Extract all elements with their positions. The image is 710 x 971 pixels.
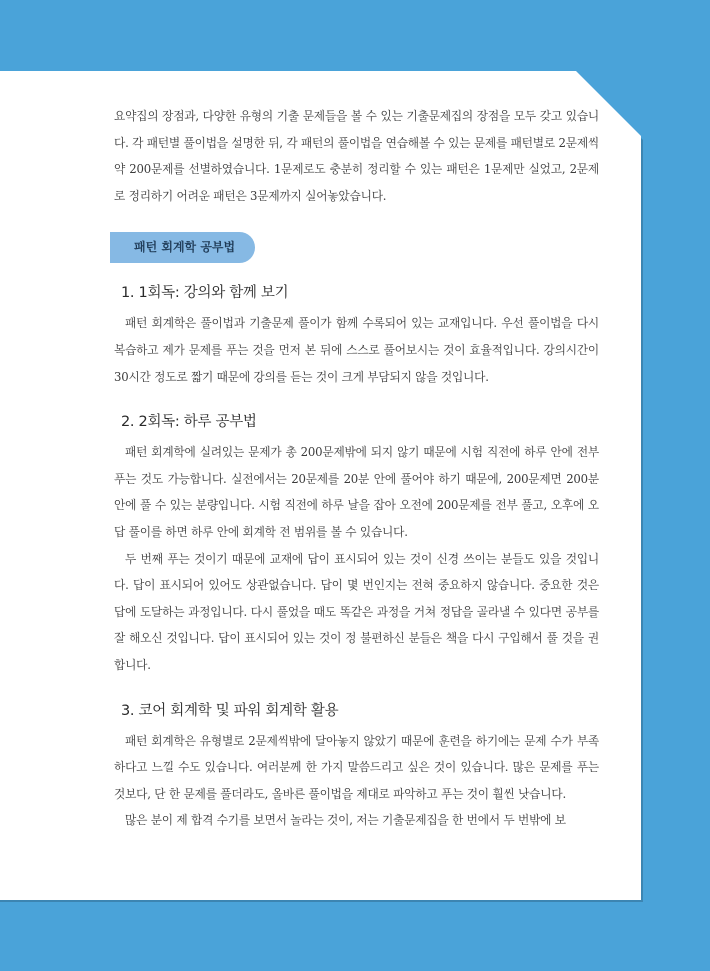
section-1-paragraph: 패턴 회계학은 풀이법과 기출문제 풀이가 함께 수록되어 있는 교재입니다. 우선 풀이법을 다시 복습하고 제가 문제를 푸는 것을 먼저 본 뒤에 스스로 풀어보시는 것이 효율적입니다. 강의시간이 30시간 정도로 짧기 때문에 강의를 듣는 것이 크게 부담되지 않을 것입니다. (114, 316, 599, 384)
section-3-paragraph-1: 패턴 회계학은 유형별로 2문제씩밖에 달아놓지 않았기 때문에 훈련을 하기에는 문제 수가 부족하다고 느낄 수도 있습니다. 여러분께 한 가지 말씀드리고 싶은 것이 있습니다. 많은 문제를 푸는 것보다, 단 한 문제를 풀더라도, 올바른 풀이법을 제대로 파악하고 푸는 것이 훨씬 낫습니다. (114, 733, 599, 801)
page-content (114, 103, 599, 834)
section-3-paragraph-2: 많은 분이 제 합격 수기를 보면서 놀라는 것이, 저는 기출문제집을 한 번에서 두 번밖에 보 (125, 813, 566, 828)
section-title-3: 3. 코어 회계학 및 파워 회계학 활용 (121, 702, 339, 719)
section-2-paragraph-1: 패턴 회계학에 실려있는 문제가 총 200문제밖에 되지 않기 때문에 시험 직전에 하루 안에 전부 푸는 것도 가능합니다. 실전에서는 20문제를 20분 안에 풀어야 하기 때문에, 200문제면 200분 안에 풀 수 있는 분량입니다. 시험 직전에 하루 날을 잡아 오전에 200문제를 전부 풀고, 오후에 오답 풀이를 하면 하루 안에 회계학 전 범위를 볼 수 있습니다. (114, 445, 599, 539)
intro-paragraph: 요약집의 장점과, 다양한 유형의 기출 문제들을 볼 수 있는 기출문제집의 장점을 모두 갖고 있습니다. 각 패턴별 풀이법을 설명한 뒤, 각 패턴의 풀이법을 연습해볼 수 있는 문제를 패턴별로 2문제씩 약 200문제를 선별하였습니다. 1문제로도 충분히 정리할 수 있는 패턴은 1문제만 실었고, 2문제로 정리하기 어려운 패턴은 3문제까지 실어놓았습니다. (114, 109, 599, 203)
section-title-2: 2. 2회독: 하루 공부법 (121, 414, 257, 431)
section-2-paragraph-2: 두 번째 푸는 것이기 때문에 교재에 답이 표시되어 있는 것이 신경 쓰이는 분들도 있을 것입니다. 답이 표시되어 있어도 상관없습니다. 답이 몇 번인지는 전혀 중요하지 않습니다. 중요한 것은 답에 도달하는 과정입니다. 다시 풀었을 때도 똑같은 과정을 거쳐 정답을 골라낼 수 있다면 공부를 잘 해오신 것입니다. 답이 표시되어 있는 것이 정 불편하신 분들은 책을 다시 구입해서 풀 것을 권합니다. (114, 551, 599, 672)
section-title-1: 1. 1회독: 강의와 함께 보기 (121, 285, 289, 302)
section-badge: 패턴 회계학 공부법 (110, 232, 255, 263)
